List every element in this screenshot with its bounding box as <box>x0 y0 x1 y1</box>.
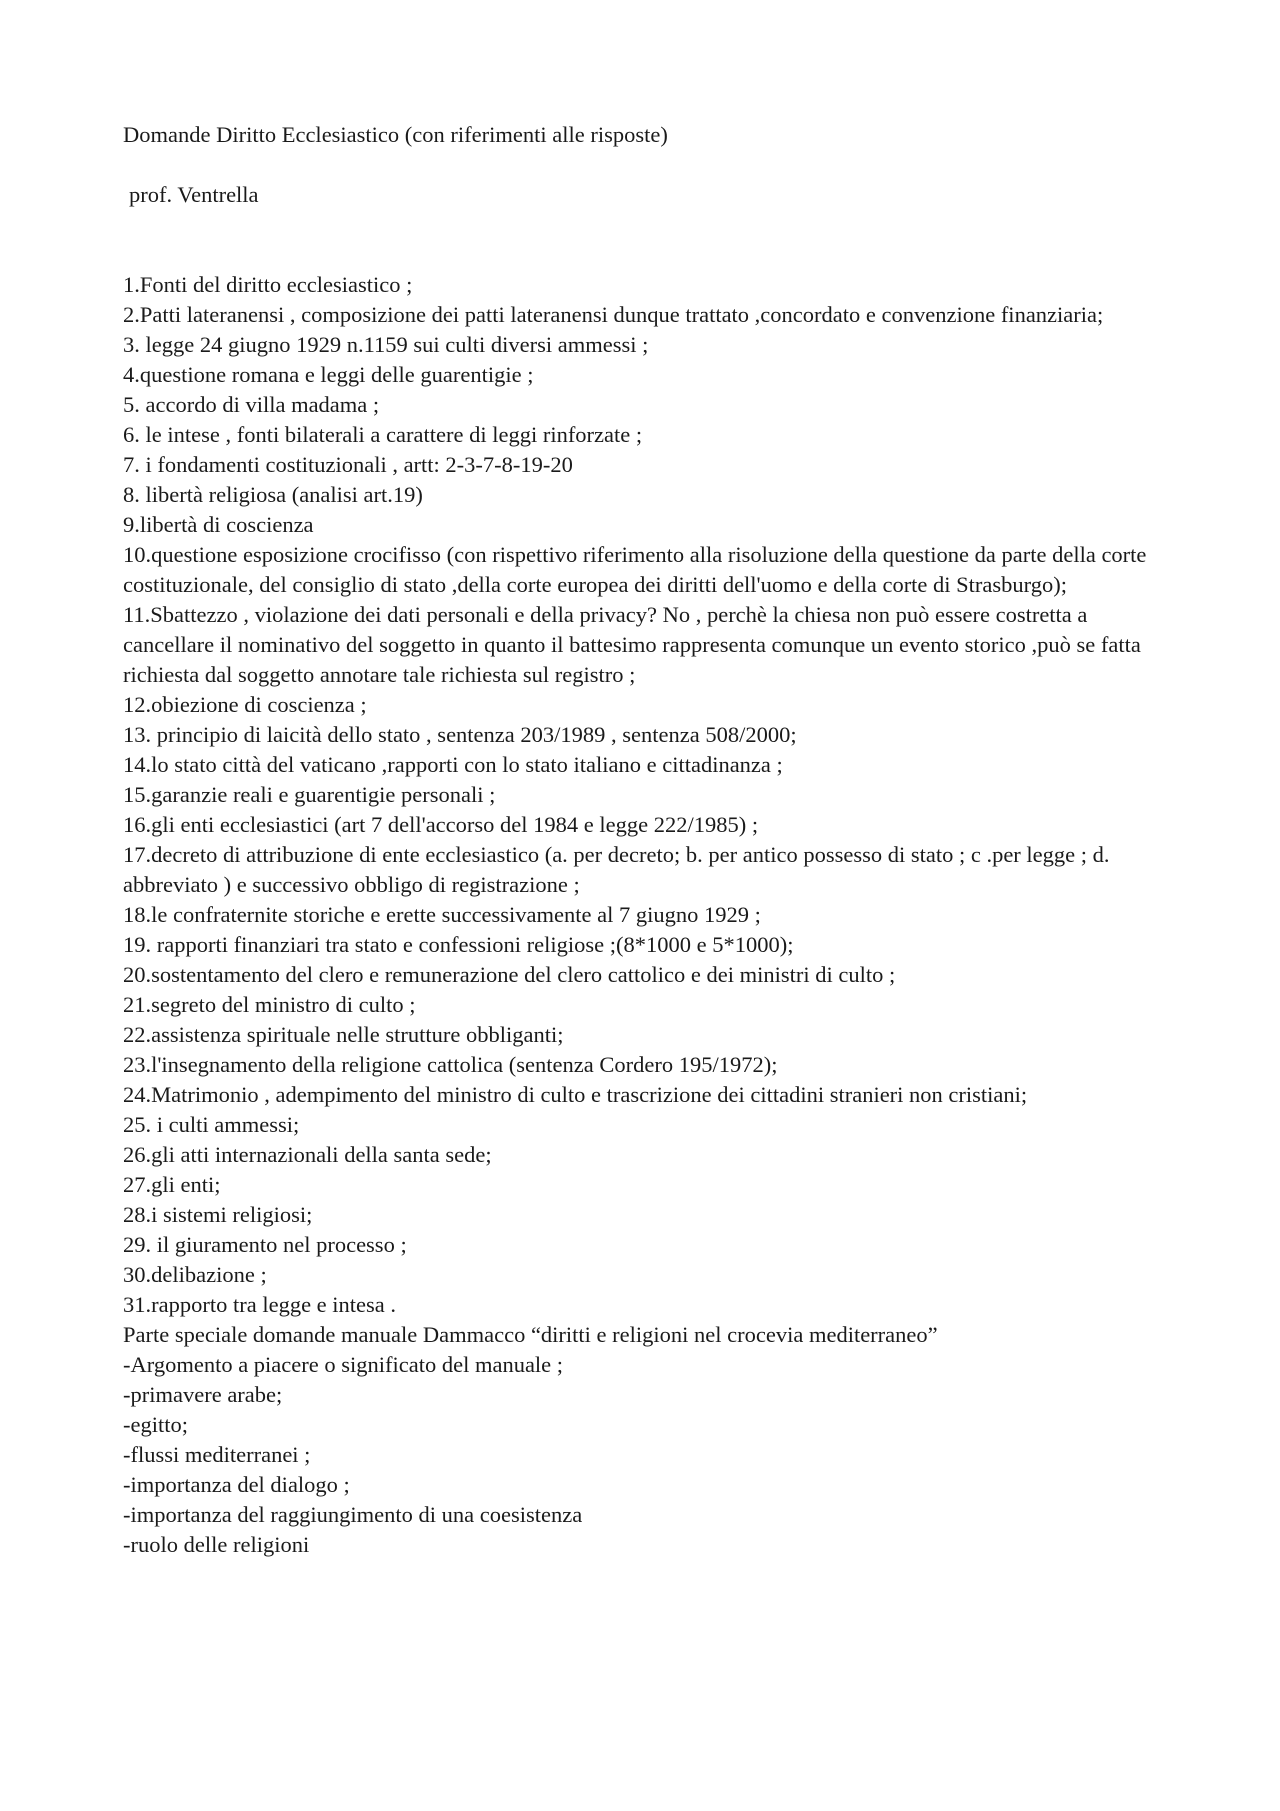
question-item: 11.Sbattezzo , violazione dei dati personali e della privacy? No , perchè la chiesa non può essere costretta a cancellare il nominativo del soggetto in quanto il battesimo rappresenta comunque un evento storico ,può se fatta richiesta dal soggetto annotare tale richiesta sul registro ; <box>123 602 1141 687</box>
question-item: 27.gli enti; <box>123 1172 221 1197</box>
special-section-item: -egitto; <box>123 1412 188 1437</box>
question-item: 9.libertà di coscienza <box>123 512 314 537</box>
special-section-item: -flussi mediterranei ; <box>123 1442 311 1467</box>
special-section-item: -ruolo delle religioni <box>123 1532 310 1557</box>
question-item: 15.garanzie reali e guarentigie personali ; <box>123 782 496 807</box>
question-item: 12.obiezione di coscienza ; <box>123 692 367 717</box>
special-section-heading: Parte speciale domande manuale Dammacco “diritti e religioni nel crocevia mediterraneo” <box>123 1322 938 1347</box>
question-item: 26.gli atti internazionali della santa sede; <box>123 1142 492 1167</box>
question-item: 2.Patti lateranensi , composizione dei patti lateranensi dunque trattato ,concordato e convenzione finanziaria; <box>123 302 1104 327</box>
question-item: 17.decreto di attribuzione di ente ecclesiastico (a. per decreto; b. per antico possesso di stato ; c .per legge ; d. abbreviato ) e successivo obbligo di registrazione ; <box>123 842 1110 897</box>
question-item: 10.questione esposizione crocifisso (con rispettivo riferimento alla risoluzione della questione da parte della corte costituzionale, del consiglio di stato ,della corte europea dei diritti dell'uomo e della corte di Strasburgo); <box>123 542 1147 597</box>
question-item: 29. il giuramento nel processo ; <box>123 1232 407 1257</box>
document-title: Domande Diritto Ecclesiastico (con riferimenti alle risposte) <box>123 122 668 147</box>
question-item: 14.lo stato città del vaticano ,rapporti con lo stato italiano e cittadinanza ; <box>123 752 783 777</box>
question-item: 13. principio di laicità dello stato , sentenza 203/1989 , sentenza 508/2000; <box>123 722 797 747</box>
question-item: 6. le intese , fonti bilaterali a carattere di leggi rinforzate ; <box>123 422 643 447</box>
question-item: 7. i fondamenti costituzionali , artt: 2-3-7-8-19-20 <box>123 452 573 477</box>
question-item: 25. i culti ammessi; <box>123 1112 300 1137</box>
question-item: 24.Matrimonio , adempimento del ministro di culto e trascrizione dei cittadini stranieri non cristiani; <box>123 1082 1028 1107</box>
question-item: 1.Fonti del diritto ecclesiastico ; <box>123 272 413 297</box>
question-item: 21.segreto del ministro di culto ; <box>123 992 416 1017</box>
special-section-item: -Argomento a piacere o significato del manuale ; <box>123 1352 564 1377</box>
question-item: 23.l'insegnamento della religione cattolica (sentenza Cordero 195/1972); <box>123 1052 778 1077</box>
special-section-item: -importanza del dialogo ; <box>123 1472 350 1497</box>
question-item: 8. libertà religiosa (analisi art.19) <box>123 482 423 507</box>
special-section-item: -importanza del raggiungimento di una coesistenza <box>123 1502 583 1527</box>
question-item: 20.sostentamento del clero e remunerazione del clero cattolico e dei ministri di culto ; <box>123 962 896 987</box>
question-item: 4.questione romana e leggi delle guarentigie ; <box>123 362 534 387</box>
question-item: 30.delibazione ; <box>123 1262 267 1287</box>
question-item: 22.assistenza spirituale nelle strutture obbliganti; <box>123 1022 564 1047</box>
document-author: prof. Ventrella <box>129 182 259 207</box>
question-item: 16.gli enti ecclesiastici (art 7 dell'accorso del 1984 e legge 222/1985) ; <box>123 812 759 837</box>
question-item: 18.le confraternite storiche e erette successivamente al 7 giugno 1929 ; <box>123 902 761 927</box>
question-item: 5. accordo di villa madama ; <box>123 392 380 417</box>
question-item: 28.i sistemi religiosi; <box>123 1202 313 1227</box>
question-item: 31.rapporto tra legge e intesa . <box>123 1292 397 1317</box>
document-body <box>123 120 1183 1560</box>
question-item: 19. rapporti finanziari tra stato e confessioni religiose ;(8*1000 e 5*1000); <box>123 932 794 957</box>
special-section-item: -primavere arabe; <box>123 1382 283 1407</box>
question-item: 3. legge 24 giugno 1929 n.1159 sui culti diversi ammessi ; <box>123 332 649 357</box>
special-section-list <box>123 1350 1183 1560</box>
question-list <box>123 270 1183 1320</box>
